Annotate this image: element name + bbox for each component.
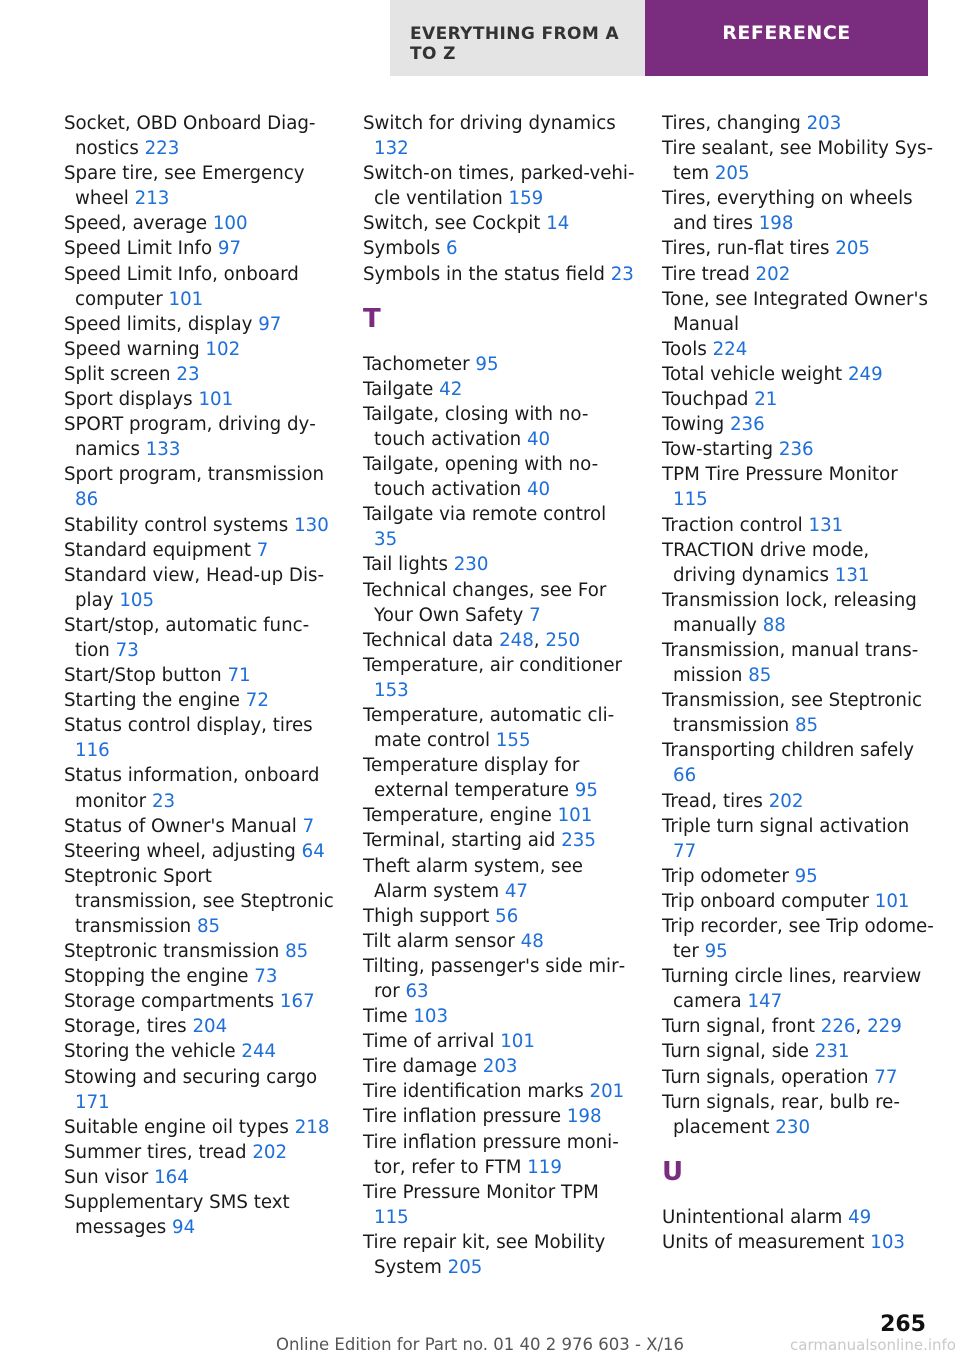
- page-link[interactable]: 249: [847, 363, 883, 385]
- index-entry-term: Transmission lock, releasing manually: [662, 589, 917, 636]
- index-entry: [363, 828, 635, 853]
- index-entry-term: Turning circle lines, rearview camera: [662, 966, 922, 1013]
- index-entry-term: Storage compartments: [64, 991, 275, 1013]
- index-entry-term: Speed Limit Info, onboard computer: [64, 263, 299, 310]
- index-entry-term: Transporting children safely: [662, 740, 915, 762]
- index-entry: [662, 337, 934, 362]
- index-entry: [662, 1090, 934, 1140]
- index-entry: [363, 452, 635, 502]
- page-link[interactable]: 73: [115, 639, 139, 661]
- index-entry-term: Total vehicle weight: [662, 363, 843, 385]
- page-link[interactable]: 66: [673, 765, 697, 787]
- index-entry: [64, 814, 336, 839]
- page-link[interactable]: 77: [673, 840, 697, 862]
- index-entry: [363, 377, 635, 402]
- page-link[interactable]: 203: [806, 113, 842, 134]
- index-entry-term: Sun visor: [64, 1166, 149, 1188]
- index-entry-term: Start/Stop button: [64, 665, 222, 687]
- page-link[interactable]: 159: [508, 188, 544, 210]
- page-link[interactable]: 213: [134, 188, 170, 210]
- page-link[interactable]: 116: [75, 740, 110, 762]
- page-link[interactable]: 85: [285, 941, 309, 963]
- page-link[interactable]: 204: [192, 1016, 228, 1038]
- index-entry-term: Speed warning: [64, 338, 200, 360]
- index-entry-term: Tone, see Integrated Owner's Manual: [662, 288, 928, 335]
- index-entry-term: Tailgate: [363, 378, 434, 400]
- page-link[interactable]: 223: [144, 138, 180, 160]
- index-entry-term: Triple turn signal activation: [662, 815, 910, 837]
- page-link[interactable]: 133: [145, 439, 181, 461]
- index-entry-term: Tilting, passenger's side mirror: [363, 955, 626, 1002]
- index-entry-term: Summer tires, tread: [64, 1141, 247, 1163]
- index-entry-term: Towing: [662, 414, 725, 436]
- index-entry: [64, 1165, 336, 1190]
- page-link[interactable]: 230: [775, 1116, 811, 1138]
- index-entry: [64, 161, 336, 211]
- index-entry-term: Turn signal, front: [662, 1016, 815, 1038]
- index-entry-term: Status information, onboard monitor: [64, 765, 320, 812]
- page-link[interactable]: 202: [755, 263, 791, 285]
- page-link[interactable]: 85: [196, 916, 221, 937]
- page-link[interactable]: 95: [574, 780, 598, 802]
- index-entry: [64, 713, 336, 763]
- page-link[interactable]: 7: [529, 604, 541, 626]
- index-entry-term: Touchpad: [662, 389, 749, 411]
- index-entry: [662, 412, 934, 437]
- index-entry-term: SPORT program, driving dynamics: [64, 414, 316, 461]
- index-entry-term: Temperature, engine: [363, 805, 552, 827]
- page-link[interactable]: 7: [302, 815, 315, 837]
- index-entry-term: Time of arrival: [363, 1031, 495, 1053]
- index-entry: [363, 1104, 635, 1129]
- index-entry: [64, 989, 336, 1014]
- index-entry-term: Switch, see Cockpit: [363, 213, 541, 235]
- page-link[interactable]: 47: [504, 880, 529, 902]
- page-link[interactable]: 102: [205, 338, 241, 360]
- index-entry-term: Tire tread: [662, 263, 750, 285]
- page-number: 265: [880, 1312, 926, 1337]
- index-entry: [64, 412, 336, 462]
- index-entry: [64, 939, 336, 964]
- index-entry-term: Switch-on times, parked-vehicle ventilation: [363, 163, 635, 210]
- index-entry-term: Storing the vehicle: [64, 1041, 236, 1063]
- index-entry-term: Status of Owner's Manual: [64, 815, 297, 837]
- index-entry: [662, 889, 934, 914]
- index-entry-term: Turn signals, rear, bulb replacement: [662, 1091, 900, 1138]
- index-entry: [363, 262, 635, 287]
- page-link[interactable]: 42: [439, 378, 463, 400]
- index-entry: [64, 1014, 336, 1039]
- running-header-section: [390, 0, 645, 76]
- index-entry: [363, 854, 635, 904]
- index-entry: [64, 964, 336, 989]
- page-link[interactable]: 21: [754, 389, 778, 411]
- page-link[interactable]: 71: [227, 665, 251, 687]
- index-entry-term: Symbols in the status field: [363, 263, 605, 285]
- page-link[interactable]: 224: [712, 338, 748, 360]
- page-link[interactable]: 35: [374, 529, 398, 551]
- index-entry-term: Tachometer: [363, 353, 470, 375]
- index-entry: [64, 312, 336, 337]
- watermark: carmanualsonline.info: [790, 1336, 956, 1354]
- page-link[interactable]: 203: [482, 1056, 518, 1078]
- index-entry-term: Tailgate via remote control: [363, 504, 607, 526]
- page-link[interactable]: 95: [794, 865, 818, 887]
- page-link[interactable]: 85: [794, 715, 819, 737]
- page-link[interactable]: 250: [545, 629, 581, 651]
- index-entry-term: Tools: [662, 338, 707, 360]
- index-entry: [64, 1039, 336, 1064]
- index-entry-term: Starting the engine: [64, 690, 240, 712]
- page-link[interactable]: 100: [212, 213, 248, 235]
- page-link[interactable]: 105: [119, 589, 155, 611]
- index-entry-term: Tire identification marks: [363, 1081, 584, 1103]
- index-entry-term: Stowing and securing cargo: [64, 1066, 318, 1088]
- index-column-1: [64, 111, 336, 1240]
- index-entry: [64, 513, 336, 538]
- index-entry-term: Standard view, Head-up Display: [64, 564, 325, 611]
- page-link[interactable]: 49: [848, 1206, 872, 1228]
- page-link[interactable]: 115: [374, 1206, 409, 1228]
- index-entry: [363, 954, 635, 1004]
- page-link[interactable]: 131: [834, 564, 870, 586]
- index-entry: [363, 1230, 635, 1280]
- page-link[interactable]: 235: [561, 830, 596, 852]
- index-entry-term: Technical changes, see For Your Own Safety: [363, 579, 607, 626]
- index-entry-term: Transmission, manual transmission: [662, 639, 919, 687]
- index-entry: Technical data 248, 250: [363, 629, 581, 651]
- page-link[interactable]: 153: [374, 679, 409, 701]
- page-link[interactable]: 23: [610, 263, 634, 285]
- index-entry: [662, 462, 934, 512]
- index-entry-term: Tire sealant, see Mobility System: [662, 138, 934, 185]
- index-entry: [64, 1190, 336, 1240]
- page-link[interactable]: 218: [294, 1116, 330, 1138]
- page-link[interactable]: 101: [557, 805, 593, 827]
- index-entry-term: Tow-starting: [662, 439, 774, 461]
- index-entry-term: Sport displays: [64, 389, 193, 411]
- page-link[interactable]: 73: [254, 966, 278, 988]
- index-entry: [64, 864, 336, 939]
- index-entry-term: Tire inflation pressure: [363, 1106, 562, 1128]
- index-entry-term: Turn signal, side: [662, 1041, 809, 1063]
- index-letter-heading: T: [363, 303, 381, 334]
- index-entry: [662, 1065, 934, 1090]
- index-entry-term: Storage, tires: [64, 1016, 187, 1038]
- index-entry-term: Temperature, automatic climate control: [363, 704, 615, 752]
- index-entry: [662, 111, 934, 136]
- index-entry: [662, 287, 934, 337]
- index-entry-term: Thigh support: [363, 905, 490, 927]
- index-entry: [363, 1029, 635, 1054]
- index-entry: [662, 964, 934, 1014]
- index-entry-term: Tire Pressure Monitor TPM: [363, 1181, 599, 1203]
- page-link[interactable]: 244: [241, 1041, 277, 1063]
- page-link[interactable]: 56: [495, 905, 519, 927]
- page-link[interactable]: 230: [453, 554, 489, 576]
- page-link[interactable]: 40: [526, 428, 551, 450]
- index-entry-term: Tailgate, opening with no-touch activation: [363, 454, 599, 501]
- index-entry: [64, 236, 336, 261]
- index-entry-term: Split screen: [64, 363, 171, 385]
- index-entry-term: Trip recorder, see Trip odometer: [662, 916, 934, 963]
- page-link[interactable]: 205: [835, 238, 870, 260]
- page-link[interactable]: 198: [758, 213, 794, 235]
- index-entry-term: Transmission, see Steptronic transmission: [662, 690, 923, 737]
- index-entry: [64, 211, 336, 236]
- index-entry: [662, 136, 934, 186]
- index-entry: [662, 1205, 934, 1230]
- index-entry: [662, 236, 934, 261]
- index-entry: [363, 904, 635, 929]
- index-entry: [363, 1079, 635, 1104]
- index-entry-term: Traction control: [662, 514, 803, 536]
- index-entry-term: Terminal, starting aid: [363, 830, 556, 852]
- index-entry-term: Tire repair kit, see Mobility System: [363, 1231, 606, 1279]
- page-link[interactable]: 103: [870, 1231, 905, 1253]
- index-entry: [662, 914, 934, 964]
- index-entry: [662, 638, 934, 688]
- index-entry: [64, 663, 336, 688]
- index-entry-term: Units of measurement: [662, 1231, 865, 1253]
- page-link[interactable]: 231: [814, 1041, 850, 1063]
- index-entry: [363, 803, 635, 828]
- index-entry-term: TPM Tire Pressure Monitor: [662, 464, 898, 486]
- index-entry: [363, 703, 635, 753]
- index-entry: [662, 789, 934, 814]
- index-entry: [662, 437, 934, 462]
- index-entry: [64, 563, 336, 613]
- index-entry: [363, 1130, 635, 1180]
- page-link[interactable]: 248: [499, 629, 534, 651]
- page-link[interactable]: 171: [75, 1091, 110, 1113]
- page-link[interactable]: 94: [172, 1217, 196, 1239]
- index-entry: [363, 352, 635, 377]
- page-link[interactable]: 77: [874, 1066, 898, 1088]
- page-link[interactable]: 236: [778, 439, 814, 461]
- index-entry: [363, 502, 635, 552]
- index-entry-term: Tilt alarm sensor: [363, 930, 515, 952]
- page-link[interactable]: 72: [245, 690, 269, 712]
- index-entry: [64, 337, 336, 362]
- page-link[interactable]: 103: [413, 1006, 449, 1028]
- page-link[interactable]: 97: [258, 313, 282, 335]
- index-entry-term: Steptronic transmission: [64, 941, 280, 963]
- page-link[interactable]: 130: [294, 514, 329, 536]
- index-entry-term: Sport program, transmission: [64, 464, 324, 486]
- index-entry: [64, 688, 336, 713]
- index-entry: [64, 462, 336, 512]
- section-title: EVERYTHING FROM A TO Z: [410, 24, 620, 64]
- index-entry: [662, 588, 934, 638]
- index-entry: [363, 236, 635, 261]
- index-entry-term: Tires, run-flat tires: [662, 238, 830, 260]
- index-entry-term: Tread, tires: [662, 790, 763, 812]
- index-entry: [363, 1180, 635, 1230]
- index-entry-term: Trip odometer: [662, 865, 789, 887]
- page-link[interactable]: 202: [252, 1141, 288, 1163]
- index-entry: [363, 211, 635, 236]
- page-link[interactable]: 40: [526, 479, 551, 501]
- index-entry: [363, 929, 635, 954]
- index-entry: [64, 262, 336, 312]
- index-entry: [363, 111, 635, 161]
- page-link[interactable]: 6: [446, 238, 458, 260]
- index-entry-term: Suitable engine oil types: [64, 1116, 289, 1138]
- index-entry-term: Temperature, air conditioner: [363, 654, 622, 676]
- index-entry-term: Tires, changing: [662, 113, 801, 134]
- index-entry: [64, 362, 336, 387]
- index-entry-term: Spare tire, see Emergency wheel: [64, 163, 305, 210]
- index-entry-term: Tire damage: [363, 1056, 477, 1078]
- index-entry-term: Tailgate, closing with no-touch activation: [363, 403, 589, 450]
- page-link[interactable]: 167: [279, 991, 315, 1013]
- index-entry-term: Speed Limit Info: [64, 238, 213, 260]
- index-entry-term: TRACTION drive mode, driving dynamics: [662, 539, 870, 586]
- index-column-3: [662, 111, 934, 1255]
- index-entry: [662, 262, 934, 287]
- index-entry: [662, 186, 934, 236]
- index-entry: [363, 161, 635, 211]
- page-link[interactable]: 198: [566, 1106, 602, 1128]
- page-link[interactable]: 23: [151, 790, 176, 812]
- index-letter-heading: U: [662, 1156, 684, 1187]
- index-entry: [662, 538, 934, 588]
- page-link[interactable]: 202: [768, 790, 804, 812]
- page-link[interactable]: 101: [874, 890, 910, 912]
- index-entry-term: Status control display, tires: [64, 715, 313, 737]
- page-link[interactable]: 97: [217, 238, 242, 260]
- index-entry-term: Tires, everything on wheels and tires: [662, 188, 913, 235]
- page-link[interactable]: 95: [475, 353, 499, 375]
- index-entry-term: Trip onboard computer: [662, 890, 869, 912]
- page-link[interactable]: 119: [527, 1156, 562, 1178]
- index-entry-term: Supplementary SMS text messages: [64, 1192, 290, 1239]
- page-link[interactable]: 226: [820, 1016, 856, 1038]
- index-entry: [363, 753, 635, 803]
- index-entry: [64, 111, 336, 161]
- chapter-tab: [645, 0, 928, 76]
- index-entry-term: Speed limits, display: [64, 313, 253, 335]
- index-entry-term: Start/stop, automatic function: [64, 614, 310, 661]
- page-link[interactable]: 201: [589, 1081, 625, 1103]
- index-entry-term: Steering wheel, adjusting: [64, 840, 296, 862]
- index-entry: [64, 1140, 336, 1165]
- index-entry: [662, 1230, 934, 1255]
- page-link[interactable]: 229: [867, 1016, 902, 1038]
- page-link[interactable]: 23: [176, 363, 200, 385]
- index-entry-term: Turn signals, operation: [662, 1066, 869, 1088]
- page-link[interactable]: 101: [198, 389, 234, 411]
- index-entry: [363, 1054, 635, 1079]
- index-entry-term: Stopping the engine: [64, 966, 249, 988]
- index-entry: [662, 864, 934, 889]
- page-link[interactable]: 95: [704, 941, 728, 963]
- index-entry: [363, 578, 635, 628]
- index-entry: [662, 688, 934, 738]
- index-entry: [662, 513, 934, 538]
- index-entry: [363, 552, 635, 577]
- page-link[interactable]: 48: [520, 930, 544, 952]
- index-entry-term: Theft alarm system, see Alarm system: [363, 855, 583, 902]
- index-entry: [662, 362, 934, 387]
- page-link[interactable]: 155: [495, 730, 531, 752]
- edition-footer: Online Edition for Part no. 01 40 2 976 603 - X/16: [275, 1335, 685, 1354]
- index-entry: [64, 613, 336, 663]
- index-entry: [662, 1039, 934, 1064]
- index-entry: [662, 387, 934, 412]
- index-entry: [64, 763, 336, 813]
- page-link[interactable]: 7: [256, 539, 269, 561]
- page-link[interactable]: 88: [762, 614, 786, 636]
- index-entry: [363, 402, 635, 452]
- chapter-title: REFERENCE: [722, 22, 851, 44]
- index-entry-term: Unintentional alarm: [662, 1206, 843, 1228]
- index-entry-term: Socket, OBD Onboard Diagnostics: [64, 113, 316, 160]
- index-entry: [64, 839, 336, 864]
- index-entry-term: Tire inflation pressure monitor, refer to FTM: [363, 1131, 619, 1178]
- index-entry: Turn signal, front 226, 229: [662, 1016, 902, 1038]
- index-entry-term: Time: [363, 1006, 408, 1028]
- index-entry-term: Speed, average: [64, 213, 208, 235]
- index-entry: [662, 814, 934, 864]
- page-link[interactable]: 101: [168, 288, 204, 310]
- page-link[interactable]: 164: [154, 1166, 189, 1188]
- index-entry-term: Symbols: [363, 238, 441, 260]
- index-entry-term: Standard equipment: [64, 539, 251, 561]
- page-link[interactable]: 63: [405, 981, 429, 1002]
- page-link[interactable]: 147: [747, 991, 783, 1013]
- index-entry: [64, 387, 336, 412]
- index-column-2: [363, 111, 635, 1280]
- page-link[interactable]: 86: [75, 489, 99, 511]
- page-link[interactable]: 101: [500, 1031, 535, 1053]
- page-link[interactable]: 85: [748, 665, 772, 687]
- index-entry: [64, 538, 336, 563]
- page-link[interactable]: 132: [374, 138, 409, 160]
- index-entry: [662, 738, 934, 788]
- page-link[interactable]: 14: [546, 213, 570, 235]
- page-link[interactable]: 131: [808, 514, 844, 536]
- index-entry: [363, 1004, 635, 1029]
- page-link[interactable]: 236: [729, 414, 765, 436]
- index-entry-term: Temperature display for external temperature: [363, 755, 580, 802]
- index-entry-term: Stability control systems: [64, 514, 289, 536]
- index-entry-term: Switch for driving dynamics: [363, 113, 616, 134]
- index-entry: [64, 1115, 336, 1140]
- page-link[interactable]: 205: [714, 163, 750, 185]
- page-link[interactable]: 115: [673, 489, 708, 511]
- index-entry-term: Tail lights: [363, 554, 448, 576]
- index-entry-term: Steptronic Sport transmission, see Steptronic transmission: [64, 865, 334, 937]
- index-entry-term: Technical data: [363, 629, 494, 651]
- page-link[interactable]: 64: [301, 840, 325, 862]
- page-link[interactable]: 205: [447, 1257, 483, 1279]
- index-entry: [363, 653, 635, 703]
- index-entry: [64, 1065, 336, 1115]
